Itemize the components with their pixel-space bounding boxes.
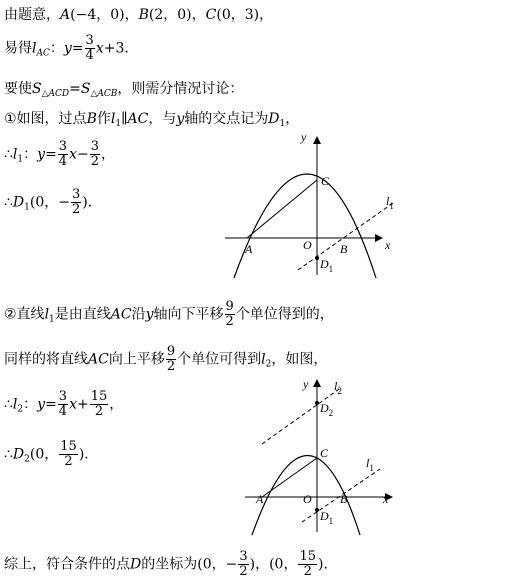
text-line-10	[4, 440, 98, 469]
coords: )	[249, 556, 256, 573]
op: +	[76, 396, 89, 413]
sep: ：	[23, 146, 38, 163]
text: 个单位可得到	[177, 351, 262, 368]
d1-sub: 1	[328, 264, 334, 274]
numerator: 3	[90, 139, 99, 154]
text: 的坐标为	[141, 556, 198, 573]
text-line-1	[4, 6, 273, 24]
sep: ，	[124, 7, 139, 23]
text: ，如图，	[271, 351, 328, 368]
symbol: AC	[110, 306, 132, 323]
text: 个单位得到的，	[235, 306, 334, 323]
numerator: 9	[225, 299, 234, 314]
coords: )．	[78, 446, 99, 463]
coords: (2，0)	[148, 7, 192, 23]
symbol: AC	[127, 111, 149, 127]
text: 向上平移	[108, 351, 165, 368]
coords: (0，	[29, 446, 59, 463]
symbol: l	[44, 306, 50, 323]
denominator: 4	[58, 404, 68, 419]
text: 作	[96, 111, 111, 127]
point-label: B	[138, 7, 149, 23]
symbol: D	[12, 446, 25, 463]
numerator: 3	[58, 389, 68, 404]
fraction	[58, 140, 68, 169]
subscript: AC	[36, 48, 50, 59]
symbol: l	[32, 40, 37, 57]
coords: (0，−	[197, 556, 238, 573]
point-d1	[315, 256, 319, 260]
sep: ：	[23, 396, 38, 413]
text: ②直线	[4, 306, 45, 323]
d1-letter: D	[320, 257, 329, 271]
sep: ，	[101, 146, 115, 163]
label-a: A	[245, 242, 253, 256]
symbol: x	[69, 146, 77, 163]
text-line-2	[4, 34, 138, 63]
therefore: ∴	[4, 194, 13, 211]
subscript: 1	[17, 154, 24, 165]
symbol: y	[37, 396, 46, 413]
text-line-11	[4, 550, 337, 579]
fraction	[298, 550, 317, 579]
l1-letter: l	[366, 456, 370, 470]
label-b: B	[340, 492, 348, 506]
denominator: 4	[58, 154, 68, 169]
numerator: 15	[299, 549, 317, 564]
symbol: y	[37, 146, 46, 163]
text: 综上，符合条件的点	[4, 556, 130, 573]
subscript: 1	[49, 314, 55, 325]
fraction	[85, 34, 95, 63]
fraction	[225, 300, 235, 329]
label-d1	[319, 509, 333, 526]
symbol: l	[12, 396, 18, 413]
fraction	[90, 140, 100, 169]
subscript: 2	[17, 404, 24, 415]
label-c: C	[321, 174, 330, 188]
subscript: △ACB	[90, 89, 118, 99]
d2-letter: D	[320, 401, 329, 415]
symbol: D	[130, 556, 142, 573]
symbol: S	[32, 81, 42, 97]
denominator: 2	[94, 404, 104, 419]
numerator: 3	[85, 33, 94, 48]
segment-ac	[247, 180, 317, 238]
axis-label-y: y	[301, 130, 307, 144]
therefore: ∴	[4, 396, 13, 413]
fraction	[238, 550, 248, 579]
text-line-8	[4, 345, 327, 374]
subscript: 1	[24, 202, 30, 213]
label-l1	[386, 194, 394, 211]
subscript: △ACD	[41, 89, 70, 99]
symbol: l	[261, 351, 266, 368]
therefore: ∴	[4, 146, 13, 163]
symbol: D	[268, 111, 280, 127]
coords: )．	[318, 556, 338, 573]
label-c: C	[320, 446, 329, 460]
numerator: 3	[58, 139, 68, 154]
figure-2	[240, 372, 425, 537]
l1-sub: 1	[369, 463, 374, 473]
sep: ，	[255, 556, 270, 573]
l2-sub: 2	[337, 386, 342, 396]
point-label: C	[205, 7, 217, 23]
point-label: B	[86, 111, 97, 127]
denominator: 2	[239, 564, 248, 579]
line-l1	[298, 203, 393, 270]
symbol: l	[12, 146, 18, 163]
denominator: 2	[303, 564, 312, 579]
axis-label-x: x	[383, 492, 389, 506]
label-o: O	[303, 492, 312, 506]
denominator: 4	[85, 48, 94, 63]
fraction	[59, 440, 78, 469]
d1-letter: D	[320, 509, 329, 523]
numerator: 9	[166, 344, 176, 359]
point-d1	[315, 508, 319, 512]
numerator: 15	[60, 439, 77, 454]
symbol: y	[176, 111, 185, 127]
l1-sub: 1	[389, 201, 394, 211]
symbol: D	[12, 194, 25, 211]
point-d2	[315, 401, 319, 405]
text: 易得	[4, 40, 32, 57]
text-line-6	[4, 188, 102, 217]
coords: (0，	[269, 556, 298, 573]
denominator: 2	[166, 359, 176, 374]
text: +3．	[103, 40, 139, 57]
subscript: 1	[115, 119, 122, 129]
label-l1	[366, 456, 374, 473]
text: 轴的交点记为	[184, 111, 269, 127]
fraction	[58, 390, 68, 419]
text: 由题意，	[4, 7, 60, 23]
symbol: AC	[88, 351, 109, 368]
symbol: y	[63, 40, 72, 57]
op: =	[45, 146, 57, 163]
sep: ，	[109, 396, 124, 413]
fraction	[71, 188, 81, 217]
text-line-5	[4, 140, 115, 169]
coords: (0，3)	[216, 7, 260, 23]
text-line-9	[4, 390, 123, 419]
fraction	[90, 390, 109, 419]
d2-sub: 2	[328, 408, 334, 418]
coords: )．	[82, 194, 102, 211]
l1-letter: l	[386, 194, 390, 208]
numerator: 3	[239, 549, 248, 564]
coords: (0，−	[29, 194, 70, 211]
symbol: S	[80, 81, 91, 97]
text-line-3	[4, 80, 243, 103]
text: 沿	[131, 306, 146, 323]
denominator: 2	[90, 154, 99, 169]
text: ，则需分情况讨论：	[117, 81, 244, 97]
sep: ，	[285, 111, 300, 127]
text: ①如图，过点	[4, 111, 87, 127]
text: 轴向下平移	[153, 306, 224, 323]
label-d2	[319, 401, 333, 418]
text: 同样的将直线	[4, 351, 88, 368]
op: =	[71, 40, 84, 57]
op: =	[69, 81, 81, 97]
subscript: 2	[265, 359, 272, 370]
text: ，与	[148, 111, 177, 127]
sep: ：	[49, 40, 64, 57]
label-a: A	[256, 492, 264, 506]
point-label: A	[60, 7, 71, 23]
label-b: B	[340, 242, 348, 256]
symbol: l	[110, 111, 116, 127]
subscript: 1	[279, 119, 286, 129]
label-d1	[319, 257, 333, 274]
denominator: 2	[64, 454, 73, 469]
numerator: 15	[90, 389, 108, 404]
text-line-7	[4, 300, 334, 329]
denominator: 2	[72, 202, 81, 217]
symbol: x	[95, 40, 104, 57]
axis-label-x: x	[385, 238, 391, 252]
sep: ，	[191, 7, 206, 23]
sep: ，	[259, 7, 274, 23]
d1-sub: 1	[328, 516, 334, 526]
op: ∥	[121, 111, 128, 127]
axis-label-y: y	[303, 377, 309, 391]
l2-letter: l	[334, 379, 338, 393]
coords: (−4，0)	[70, 7, 125, 23]
fraction	[166, 345, 176, 374]
label-o: O	[303, 238, 312, 252]
numerator: 3	[72, 187, 81, 202]
text: 是由直线	[54, 306, 111, 323]
text: 要使	[4, 81, 32, 97]
denominator: 2	[225, 314, 234, 329]
therefore: ∴	[4, 446, 13, 463]
op: =	[45, 396, 57, 413]
op: −	[76, 146, 89, 163]
figure-1	[220, 125, 405, 280]
subscript: 2	[24, 454, 30, 465]
symbol: x	[69, 396, 77, 413]
symbol: y	[145, 306, 154, 323]
label-l2	[334, 379, 342, 396]
